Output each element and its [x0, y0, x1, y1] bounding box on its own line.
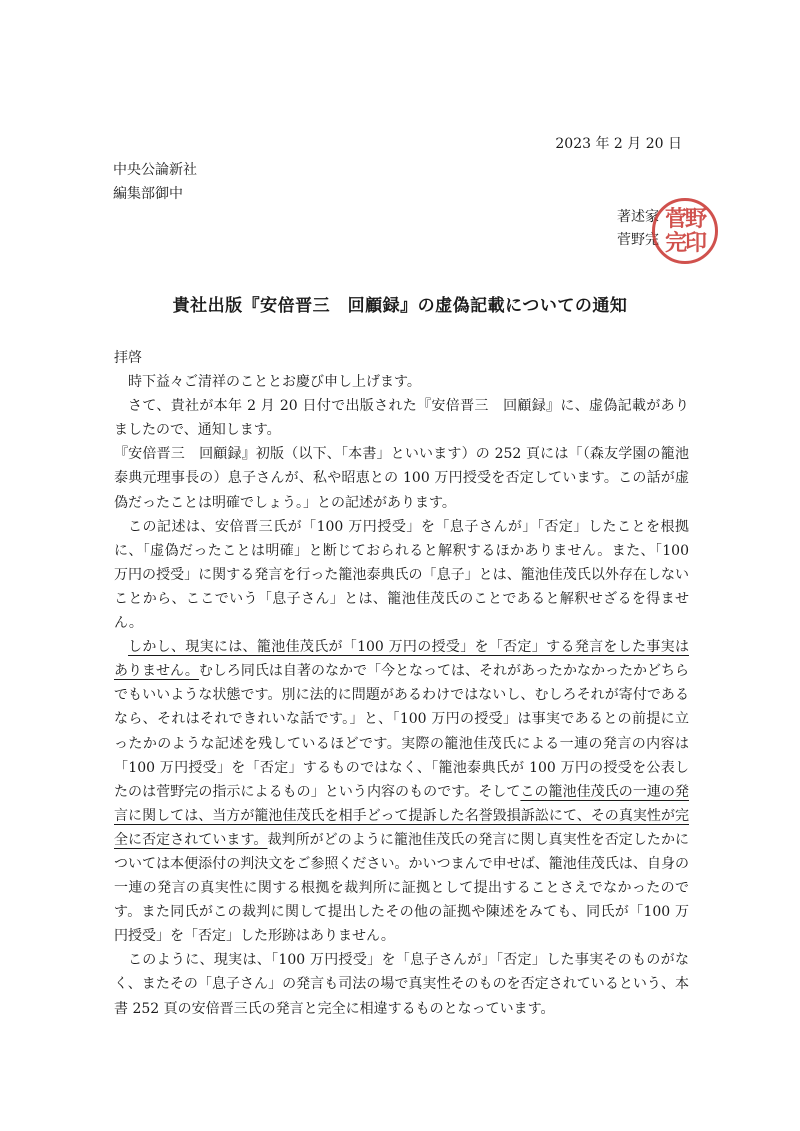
recipient-department: 編集部御中: [113, 186, 183, 202]
greeting-paragraph: 時下益々ご清祥のこととお慶び申し上げます。: [128, 374, 421, 391]
letter-date: 2023 年 2 月 20 日: [555, 136, 682, 152]
recipient-block: [113, 158, 197, 206]
paragraph-4-text-2: 裁判所がどのように籠池佳茂氏の発言に関し真実性を否定したかについては本便添付の判決文をご参照ください。かいつまんで申せば、籠池佳茂氏は、自身の一連の発言の真実性に関する根拠を裁判所に証拠として提出することさえでなかったのです。また同氏がこの裁判に関して提出したその他の証拠や陳述をみても、同氏が「100 万円授受」を「否定」した形跡はありません。: [114, 831, 689, 945]
underlined-claim-2: この籠池佳茂氏の一連の発言に関しては、当方が籠池佳茂氏を相手どって提訴した名誉毀損訴訟にて、その真実性が完全に否定されています。: [114, 783, 690, 848]
paragraph-5: このように、現実は、「100 万円授受」を「息子さんが」「否定」した事実そのものがなく、またその「息子さん」の発言も司法の場で真実性そのものを否定されているという、本書 252 頁の安倍晋三氏の発言と完全に相違するものとなっています。: [114, 952, 689, 1017]
recipient-company: 中央公論新社: [113, 162, 197, 178]
paragraph-4-text-1: むしろ同氏は自著のなかで「今となっては、それがあったかなかったかどちらでもいいような状態です。別に法的に問題があるわけではないし、むしろそれが寄付であるなら、それはそれできれいな話です。」と、「100 万円の授受」は事実であるとの前提に立ったかのような記述を残しているほどです。実際の籠池佳茂氏による一連の発言の内容は「100 万円授受」を「否定」するものではなく、「籠池泰典氏が 100 万円の授受を公表したのは菅野完の指示によるもの」という内容のものです。そして: [114, 663, 690, 800]
paragraph-3: この記述は、安倍晋三氏が「100 万円授受」を「息子さんが」「否定」したことを根拠に、「虚偽だったことは明確」と断じておられると解釈するほかありません。また、「100 万円の授受」に関する発言を行った籠池泰典氏の「息子」とは、籠池佳茂氏以外存在しないことから、ここでいう「息子さん」とは、籠池佳茂氏のことであると解釈せざるを得ません。: [114, 518, 689, 632]
opening: 拝啓: [114, 350, 142, 366]
paragraph-4: [114, 635, 689, 948]
sender-name: 菅野完: [617, 232, 659, 248]
letter-subject: 貴社出版『安倍晋三 回顧録』の虚偽記載についての通知: [172, 296, 628, 316]
seal-text: 菅野 完印: [664, 206, 705, 256]
sender-title: 著述家: [617, 209, 659, 225]
underlined-claim-1: しかし、現実には、籠池佳茂氏が「100 万円の授受」を「否定」する発言をした事実はありません。: [114, 639, 689, 680]
seal-stamp: [652, 198, 718, 264]
paragraph-1: さて、貴社が本年 2 月 20 日付で出版された『安倍晋三 回顧録』に、虚偽記載がありましたので、通知します。: [114, 398, 689, 439]
paragraph-2: 『安倍晋三 回顧録』初版（以下、「本書」といいます）の 252 頁には「（森友学園の籠池泰典元理事長の）息子さんが、私や昭恵との 100 万円授受を否定しています。この話が虚偽だったことは明確でしょう。」との記述があります。: [114, 446, 689, 511]
letter-body: [114, 346, 689, 1021]
